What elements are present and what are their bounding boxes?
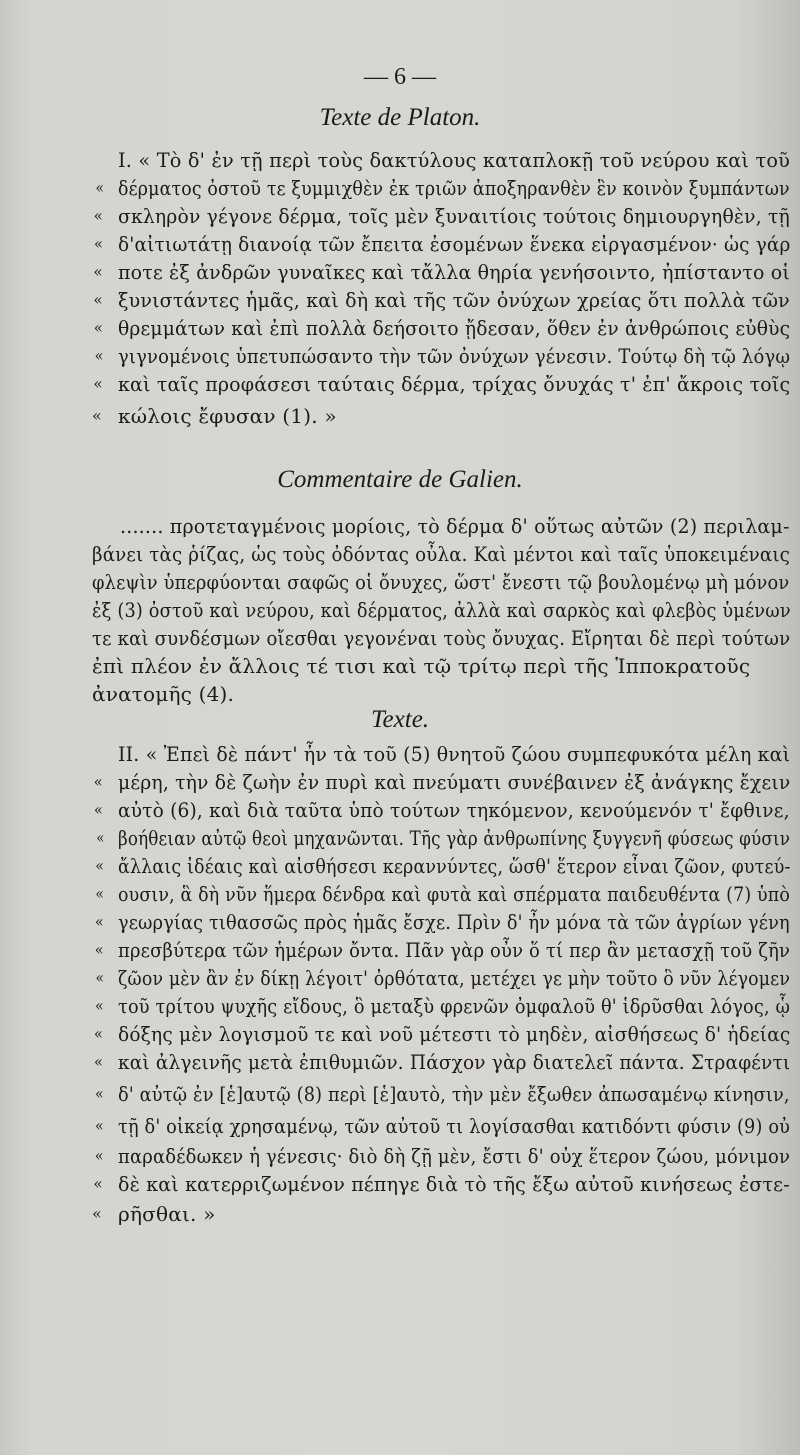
quote-mark: « [95,178,105,197]
text-line: II. « Ἐπεὶ δὲ πάντ' ἦν τὰ τοῦ (5) θνητοῦ ζώου συμπεφυκότα μέλη καὶ [118,742,791,766]
text-line-content: καὶ ταῖς προφάσεσι ταύταις δέρμα, τρίχας ὄνυχάς τ' ἐπ' ἄκροις τοῖς [118,372,791,396]
text-line: τε καὶ συνδέσμων οἴεσθαι γεγονέναι τοὺς ὄνυχας. Εἴρηται δὲ περὶ τούτων [92,626,791,650]
quote-mark: « [92,1204,102,1223]
text-line-content: θρεμμάτων καὶ ἐπὶ πολλὰ δεήσοιτο ᾔδεσαν, ὅθεν ἐν ἀνθρώποις εὐθὺς [118,316,791,340]
quote-mark: « [94,1146,104,1165]
quote-mark: « [95,1116,104,1135]
text-line [93,796,790,824]
quote-mark: « [93,318,104,337]
text-line [95,1112,791,1140]
text-line [95,1080,790,1108]
text-line [95,852,791,880]
text-line-content: ποτε ἐξ ἀνδρῶν γυναῖκες καὶ τἄλλα θηρία γενήσοιντο, ἠπίσταντο οἱ [118,260,790,284]
text-line-content: δέρματος ὀστοῦ τε ξυμμιχθὲν ἐκ τριῶν ἀποξηρανθὲν ἓν κοινὸν ξυμπάντων [118,176,790,200]
text-line [93,314,791,342]
quote-mark: « [95,968,105,987]
quote-mark: « [93,290,103,309]
text-line-content: σκληρὸν γέγονε δέρμα, τοῖς μὲν ξυναιτίοις τούτοις δημιουργηθὲν, τῇ [118,204,790,228]
text-line [95,174,790,202]
text-line [92,1200,770,1228]
text-line: φλεψὶν ὑπερφύονται σαφῶς οἱ ὄνυχες, ὥστ' ἔνεστι τῷ βουλομένῳ μὴ μόνον [92,570,790,594]
text-line-content: δ'αἰτιωτάτῃ διανοίᾳ τῶν ἔπειτα ἐσομένων ἕνεκα εἰργασμένον· ὡς γάρ [118,232,791,256]
text-line [93,370,791,398]
page-number: — 6 — [364,64,436,90]
quote-mark: « [92,406,102,425]
text-line: ἐξ (3) ὀστοῦ καὶ νεύρου, καὶ δέρματος, ἀλλὰ καὶ σαρκὸς καὶ φλεβὸς ὑμένων [92,598,791,622]
quote-mark: « [95,1084,104,1103]
text-line-content: δὲ καὶ κατερριζωμένον πέπηγε διὰ τὸ τῆς ἔξω αὐτοῦ κινήσεως ἐστε- [118,1172,790,1196]
text-line [94,342,791,370]
section-title-texte-de-platon: Texte de Platon. [319,104,481,131]
quote-mark: « [93,206,104,225]
text-line-content: τοῦ τρίτου ψυχῆς εἴδους, ὃ μεταξὺ φρενῶν ὀμφαλοῦ θ' ἱδρῦσθαι λόγος, ᾧ [118,994,791,1018]
quote-mark: « [94,234,104,253]
text-line-content: μέρη, τὴν δὲ ζωὴν ἐν πυρὶ καὶ πνεύματι συνέβαινεν ἐξ ἀνάγκης ἔχειν [118,770,791,794]
text-line-content: δόξης μὲν λογισμοῦ τε καὶ νοῦ μέτεστι τὸ μηδὲν, αἰσθήσεως δ' ἡδείας [118,1022,791,1046]
quote-mark: « [93,800,104,819]
text-line [95,880,790,908]
quote-mark: « [94,346,104,365]
quote-mark: « [93,262,103,281]
text-line [95,908,790,936]
text-line [94,1048,791,1076]
text-line-content: τῇ δ' οἰκείᾳ χρησαμένῳ, τῶν αὐτοῦ τι λογίσασθαι κατιδόντι φύσιν (9) οὐ [118,1114,791,1138]
text-line-content: γεωργίας τιθασσῶς πρὸς ἡμᾶς ἔσχε. Πρὶν δ' ἦν μόνα τὰ τῶν ἀγρίων γένη [118,910,790,934]
quote-mark: « [94,940,104,959]
text-line-content: ζῶον μὲν ἂν ἐν δίκῃ λέγοιτ' ὀρθότατα, μετέχει γε μὴν τοῦτο ὃ νῦν λέγομεν [118,966,791,990]
quote-mark: « [95,996,104,1015]
text-line-content: παραδέδωκεν ἡ γένεσις· διὸ δὴ ζῇ μὲν, ἔστι δ' οὐχ ἕτερον ζώου, μόνιμον [118,1144,791,1168]
quote-mark: « [96,828,105,847]
text-line-content: ουσιν, ἃ δὴ νῦν ἥμερα δένδρα καὶ φυτὰ καὶ σπέρματα παιδευθέντα (7) ὑπὸ [118,882,790,906]
text-line [93,286,790,314]
text-line: βάνει τὰς ῥίζας, ὡς τοὺς ὀδόντας οὖλα. Καὶ μέντοι καὶ ταῖς ὑποκειμέναις [92,542,791,566]
text-line [93,768,791,796]
text-line [94,230,791,258]
text-line: ἐπὶ πλέον ἐν ἄλλοις τέ τισι καὶ τῷ τρίτῳ περὶ τῆς Ἱπποκρατοῦς [92,654,751,678]
text-line-content: γιγνομένοις ὑπετυπώσαντο τὴν τῶν ὀνύχων γένεσιν. Τούτῳ δὴ τῷ λόγῳ [118,344,791,368]
quote-mark: « [95,856,105,875]
text-line [94,936,791,964]
text-line [93,202,790,230]
quote-mark: « [93,772,104,791]
quote-mark: « [93,1174,103,1193]
text-line [93,1020,791,1048]
text-line [93,258,790,286]
quote-mark: « [93,374,103,393]
section-title-commentaire-de-galien: Commentaire de Galien. [277,466,523,493]
text-line: ἀνατομῆς (4). [92,682,235,706]
quote-mark: « [93,1024,104,1043]
text-line-content: κώλοις ἔφυσαν (1). » [118,404,337,428]
text-line-content: ξυνιστάντες ἡμᾶς, καὶ δὴ καὶ τῆς τῶν ὀνύχων χρείας ὅτι πολλὰ τῶν [118,288,790,312]
text-line [96,824,791,852]
quote-mark: « [95,884,105,903]
text-line: ....... προτεταγμένοις μορίοις, τὸ δέρμα δ' οὕτως αὐτῶν (2) περιλαμ- [120,514,790,538]
text-line-content: καὶ ἀλγεινῆς μετὰ ἐπιθυμιῶν. Πάσχον γὰρ διατελεῖ πάντα. Στραφέντι [118,1050,791,1074]
text-line [94,1142,791,1170]
text-line-content: δ' αὐτῷ ἐν [ἑ]αυτῷ (8) περὶ [ἑ]αυτὸ, τὴν μὲν ἔξωθεν ἀπωσαμένῳ κίνησιν, [118,1082,790,1106]
text-line-content: αὐτὸ (6), καὶ διὰ ταῦτα ὑπὸ τούτων τηκόμενον, κενούμενόν τ' ἔφθινε, [118,798,790,822]
text-line-content: βοήθειαν αὐτῷ θεοὶ μηχανῶνται. Τῆς γὰρ ἀνθρωπίνης ξυγγενῆ φύσεως φύσιν [118,826,791,850]
text-line [95,964,791,992]
text-line-content: ρῆσθαι. » [118,1202,216,1226]
text-line [95,992,791,1020]
text-line [92,402,770,430]
section-title-texte: Texte. [370,706,430,733]
quote-mark: « [94,1052,104,1071]
text-line-content: ἄλλαις ἰδέαις καὶ αἰσθήσεσι κεραννύντες, ὥσθ' ἕτερον εἶναι ζῶον, φυτεύ- [118,854,791,878]
text-line: I. « Τὸ δ' ἐν τῇ περὶ τοὺς δακτύλους καταπλοκῇ τοῦ νεύρου καὶ τοῦ [118,148,791,172]
text-line-content: πρεσβύτερα τῶν ἡμέρων ὄντα. Πᾶν γὰρ οὖν ὅ τί περ ἂν μετασχῇ τοῦ ζῆν [118,938,791,962]
quote-mark: « [95,912,104,931]
text-line [93,1170,790,1198]
